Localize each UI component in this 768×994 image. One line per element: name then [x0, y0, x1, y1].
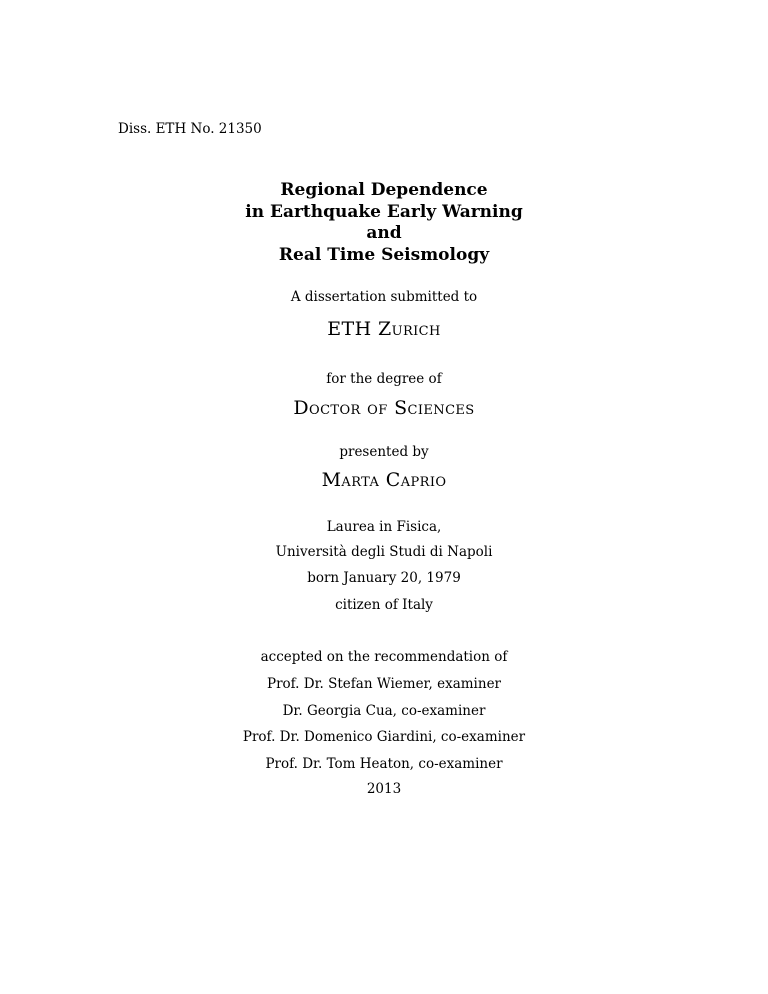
- title-line: in Earthquake Early Warning: [245, 201, 523, 222]
- institution: ETH Zurich: [327, 318, 441, 340]
- degree: Doctor of Sciences: [293, 397, 475, 419]
- title-line: Real Time Seismology: [278, 244, 490, 265]
- co-examiner: Prof. Dr. Tom Heaton, co-examiner: [265, 756, 503, 772]
- author-name: Marta Caprio: [321, 469, 447, 491]
- degree-label: for the degree of: [326, 371, 442, 387]
- recommendation-label: accepted on the recommendation of: [260, 649, 508, 665]
- credential-degree: Laurea in Fisica,: [326, 519, 442, 535]
- presented-by-label: presented by: [339, 444, 429, 460]
- co-examiner: Dr. Georgia Cua, co-examiner: [282, 703, 486, 719]
- title-line: and: [366, 223, 402, 243]
- thesis-title: [0, 180, 768, 266]
- examiner: Prof. Dr. Stefan Wiemer, examiner: [266, 676, 502, 692]
- year: 2013: [366, 781, 402, 797]
- credential-university: Università degli Studi di Napoli: [275, 544, 493, 560]
- credential-citizenship: citizen of Italy: [335, 597, 433, 613]
- title-line: Regional Dependence: [280, 180, 488, 200]
- co-examiner: Prof. Dr. Domenico Giardini, co-examiner: [242, 729, 526, 745]
- dissertation-number: Diss. ETH No. 21350: [118, 121, 262, 137]
- submitted-to-label: A dissertation submitted to: [290, 289, 478, 305]
- credential-birth: born January 20, 1979: [307, 570, 461, 586]
